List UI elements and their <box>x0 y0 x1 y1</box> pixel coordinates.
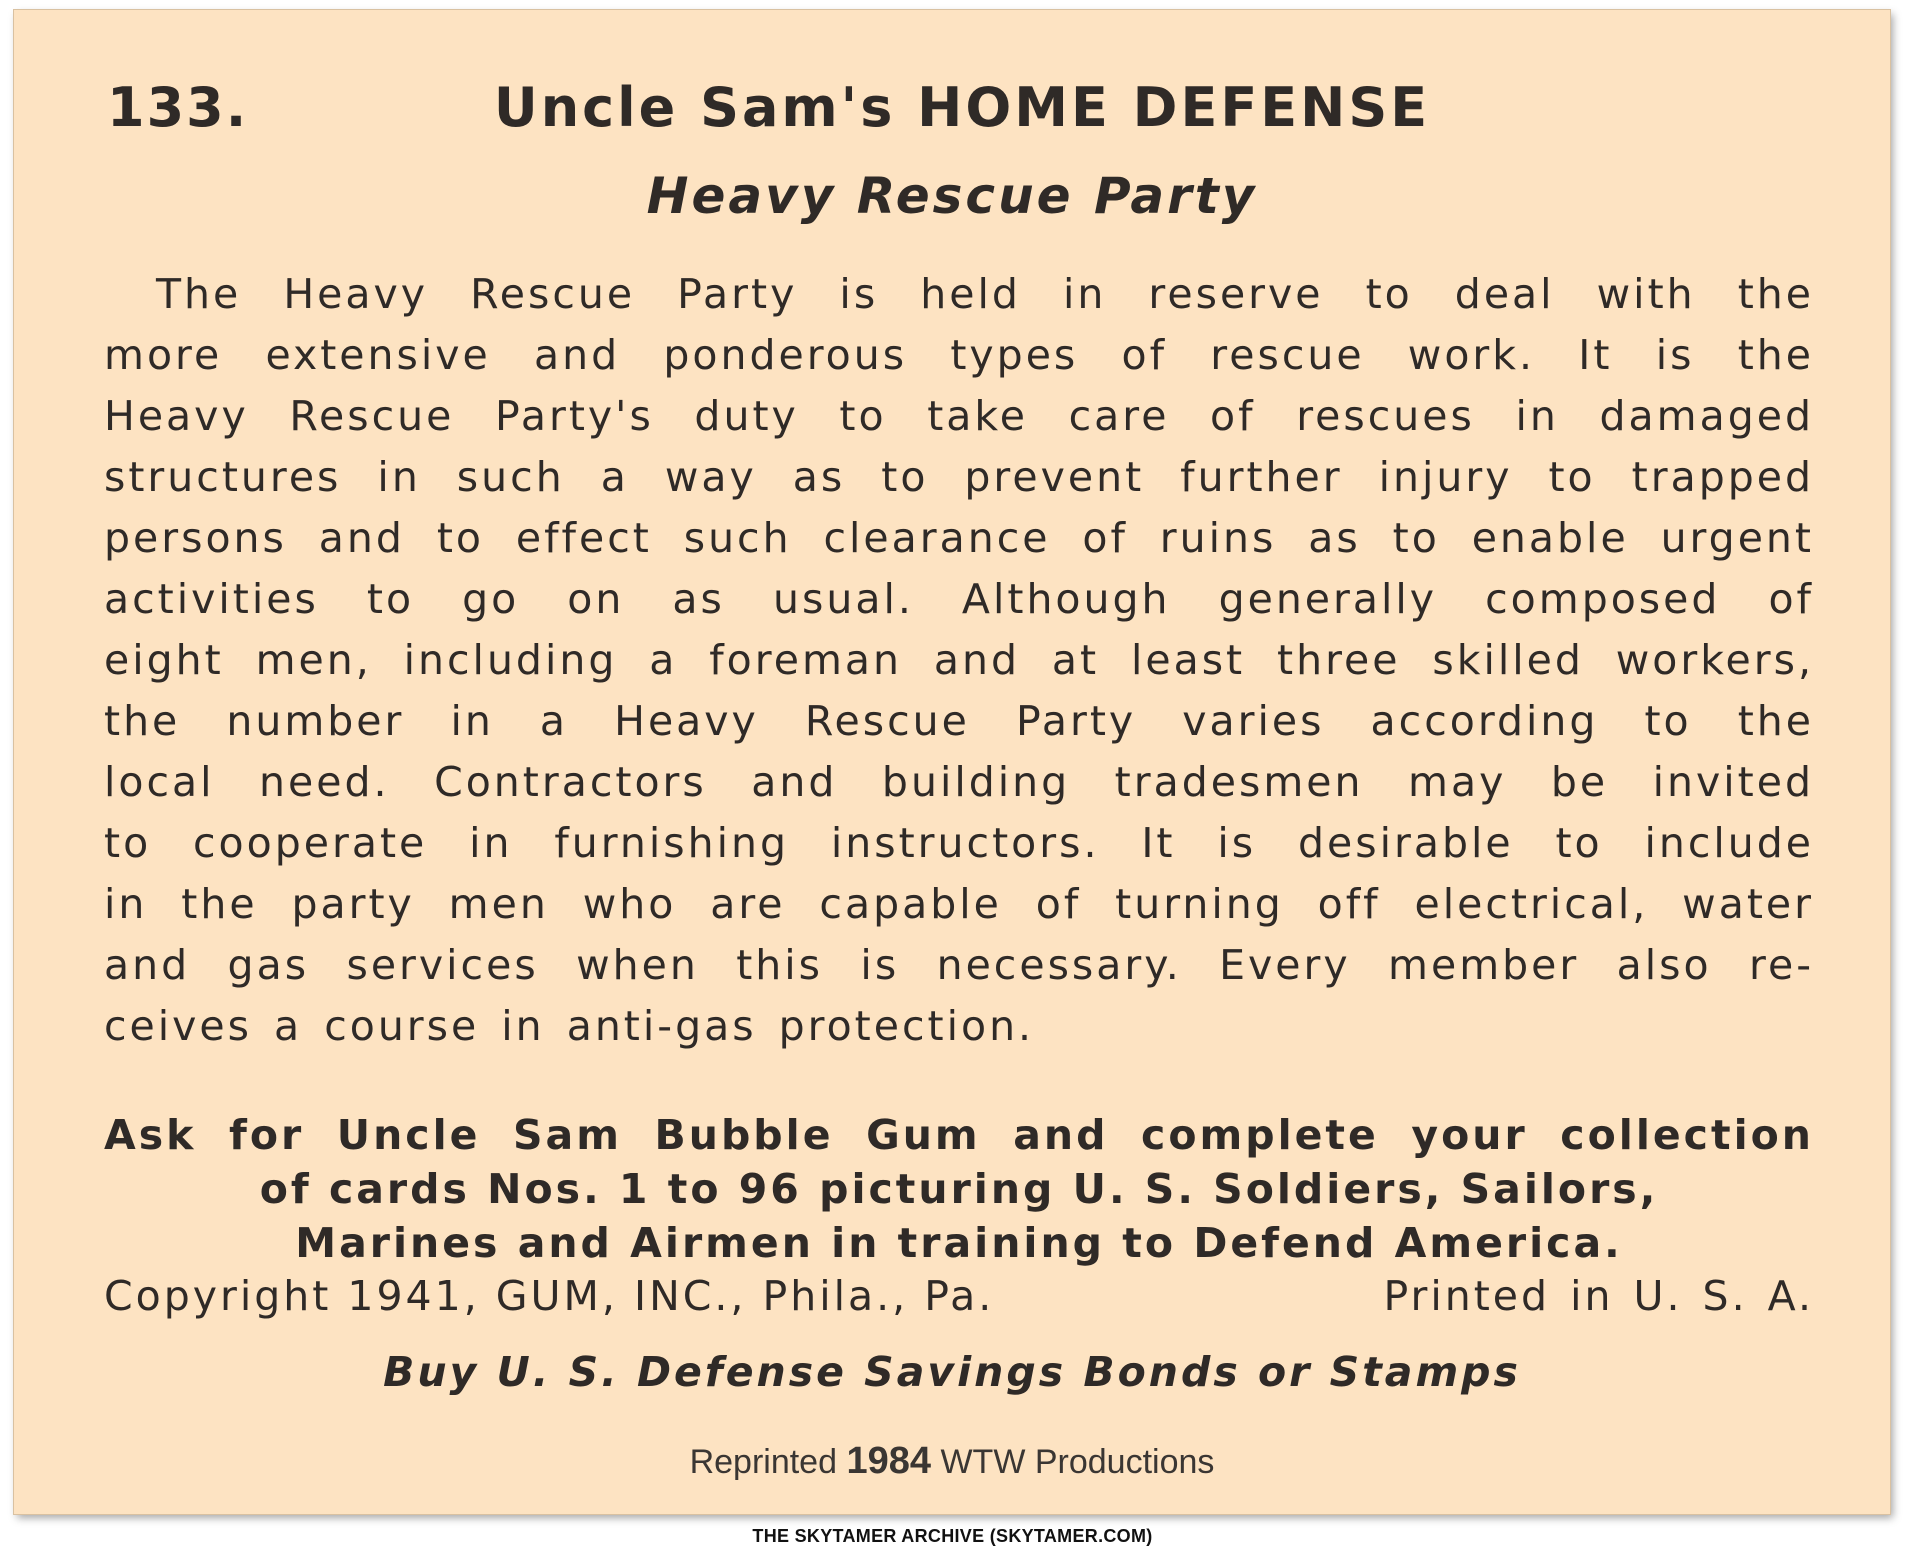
description-line: to cooperate in furnishing instructors. It is desirable to include <box>104 819 1814 867</box>
card-subtitle: Heavy Rescue Party <box>646 167 1258 225</box>
description-line: activities to go on as usual. Although generally composed of <box>104 575 1814 623</box>
copyright-row <box>104 1272 1814 1332</box>
description-line: more extensive and ponderous types of rescue work. It is the <box>104 331 1814 379</box>
description-line: local need. Contractors and building tradesmen may be invited <box>104 758 1814 806</box>
archive-credit: THE SKYTAMER ARCHIVE (SKYTAMER.COM) <box>752 1526 1153 1546</box>
description-line: structures in such a way as to prevent further injury to trapped <box>104 453 1814 501</box>
reprint-year: 1984 <box>846 1440 931 1482</box>
trading-card-back <box>14 10 1890 1514</box>
promo-text <box>104 1108 1814 1270</box>
description-paragraph <box>104 264 1814 1057</box>
description-line: persons and to effect such clearance of ruins as to enable urgent <box>104 514 1814 562</box>
description-line: and gas services when this is necessary. Every member also re- <box>104 941 1814 989</box>
description-line: in the party men who are capable of turning off electrical, water <box>104 880 1814 928</box>
bonds-slogan: Buy U. S. Defense Savings Bonds or Stamps <box>383 1348 1521 1396</box>
description-line: the number in a Heavy Rescue Party varies according to the <box>104 697 1814 745</box>
description-line: The Heavy Rescue Party is held in reserve to deal with the <box>156 270 1814 318</box>
promo-line: Marines and Airmen in training to Defend America. <box>295 1219 1623 1267</box>
promo-line: of cards Nos. 1 to 96 picturing U. S. Soldiers, Sailors, <box>259 1165 1659 1213</box>
printed-in-notice: Printed in U. S. A. <box>1383 1272 1814 1320</box>
card-number: 133. <box>107 76 249 139</box>
description-line: eight men, including a foreman and at least three skilled workers, <box>104 636 1814 684</box>
promo-line: Ask for Uncle Sam Bubble Gum and complete your collection <box>104 1111 1814 1159</box>
card-header <box>14 76 1890 160</box>
copyright-notice: Copyright 1941, GUM, INC., Phila., Pa. <box>104 1272 995 1320</box>
reprint-prefix: Reprinted <box>689 1443 837 1481</box>
series-title: Uncle Sam's HOME DEFENSE <box>493 76 1431 139</box>
description-line: Heavy Rescue Party's duty to take care of rescues in damaged <box>104 392 1814 440</box>
reprint-suffix: WTW Productions <box>940 1443 1215 1481</box>
reprint-notice <box>14 1440 1890 1483</box>
description-line: ceives a course in anti-gas protection. <box>104 1002 1035 1050</box>
